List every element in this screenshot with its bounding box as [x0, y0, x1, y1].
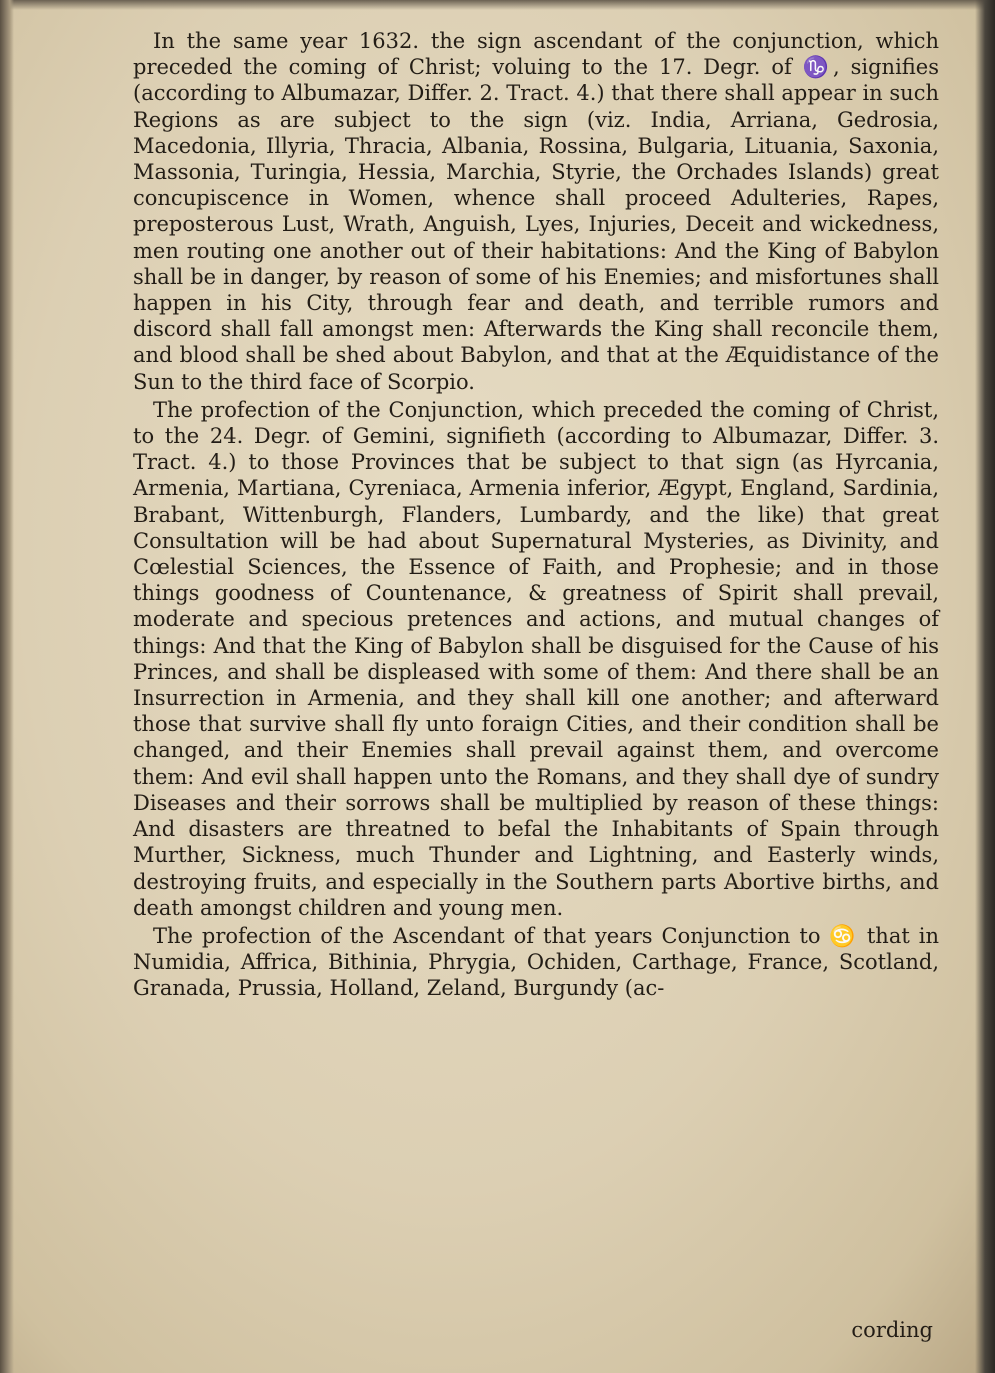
- binding-edge: [0, 0, 14, 1373]
- page-right-edge: [975, 0, 995, 1373]
- paragraph-1: In the same year 1632. the sign ascendant of the conjunction, which preceded the coming of Christ; voluing to the 17. Degr. of ♑, signifies (according to Albumazar, Differ. 2. Tract. 4.) that there shall appear in such Regions as are subject to the sign (viz. India, Arriana, Gedrosia, Macedonia, Illyria, Thracia, Albania, Rossina, Bulgaria, Lituania, Saxonia, Massonia, Turingia, Hessia, Marchia, Styrie, the Orchades Islands) great concupiscence in Women, whence shall proceed Adulteries, Rapes, preposterous Lust, Wrath, Anguish, Lyes, Injuries, Deceit and wickedness, men routing one another out of their habitations: And the King of Babylon shall be in danger, by reason of some of his Enemies; and misfortunes shall happen in his City, through fear and death, and terrible rumors and discord shall fall amongst men: Afterwards the King shall reconcile them, and blood shall be shed about Babylon, and that at the Æquidistance of the Sun to the third face of Scorpio.: [133, 29, 939, 394]
- catchword: cording: [851, 1318, 933, 1342]
- body-text: [133, 28, 939, 1002]
- paragraph-3: The profection of the Ascendant of that years Conjunction to ♋ that in Numidia, Affrica, Bithinia, Phrygia, Ochiden, Carthage, France, Scotland, Granada, Prussia, Holland, Zeland, Burgundy (ac-: [133, 923, 939, 1001]
- paragraph-2: The profection of the Conjunction, which preceded the coming of Christ, to the 24. Degr. of Gemini, signifieth (according to Albumazar, Differ. 3. Tract. 4.) to those Provinces that be subject to that sign (as Hyrcania, Armenia, Martiana, Cyreniaca, Armenia inferior, Ægypt, England, Sardinia, Brabant, Wittenburgh, Flanders, Lumbardy, and the like) that great Consultation will be had about Supernatural Mysteries, as Divinity, and Cœlestial Sciences, the Essence of Faith, and Prophesie; and in those things goodness of Countenance, & greatness of Spirit shall prevail, moderate and specious pretences and actions, and mutual changes of things: And that the King of Babylon shall be disguised for the Cause of his Princes, and shall be displeased with some of them: And there shall be an Insurrection in Armenia, and they shall kill one another; and afterward those that survive shall fly unto foraign Cities, and their condition shall be changed, and their Enemies shall prevail against them, and overcome them: And evil shall happen unto the Romans, and they shall dye of sundry Diseases and their sorrows shall be multiplied by reason of these things: And disasters are threatned to befal the Inhabitants of Spain through Murther, Sickness, much Thunder and Lightning, and Easterly winds, destroying fruits, and especially in the Southern parts Abortive births, and death amongst children and young men.: [133, 397, 939, 920]
- page-top-edge: [0, 0, 995, 10]
